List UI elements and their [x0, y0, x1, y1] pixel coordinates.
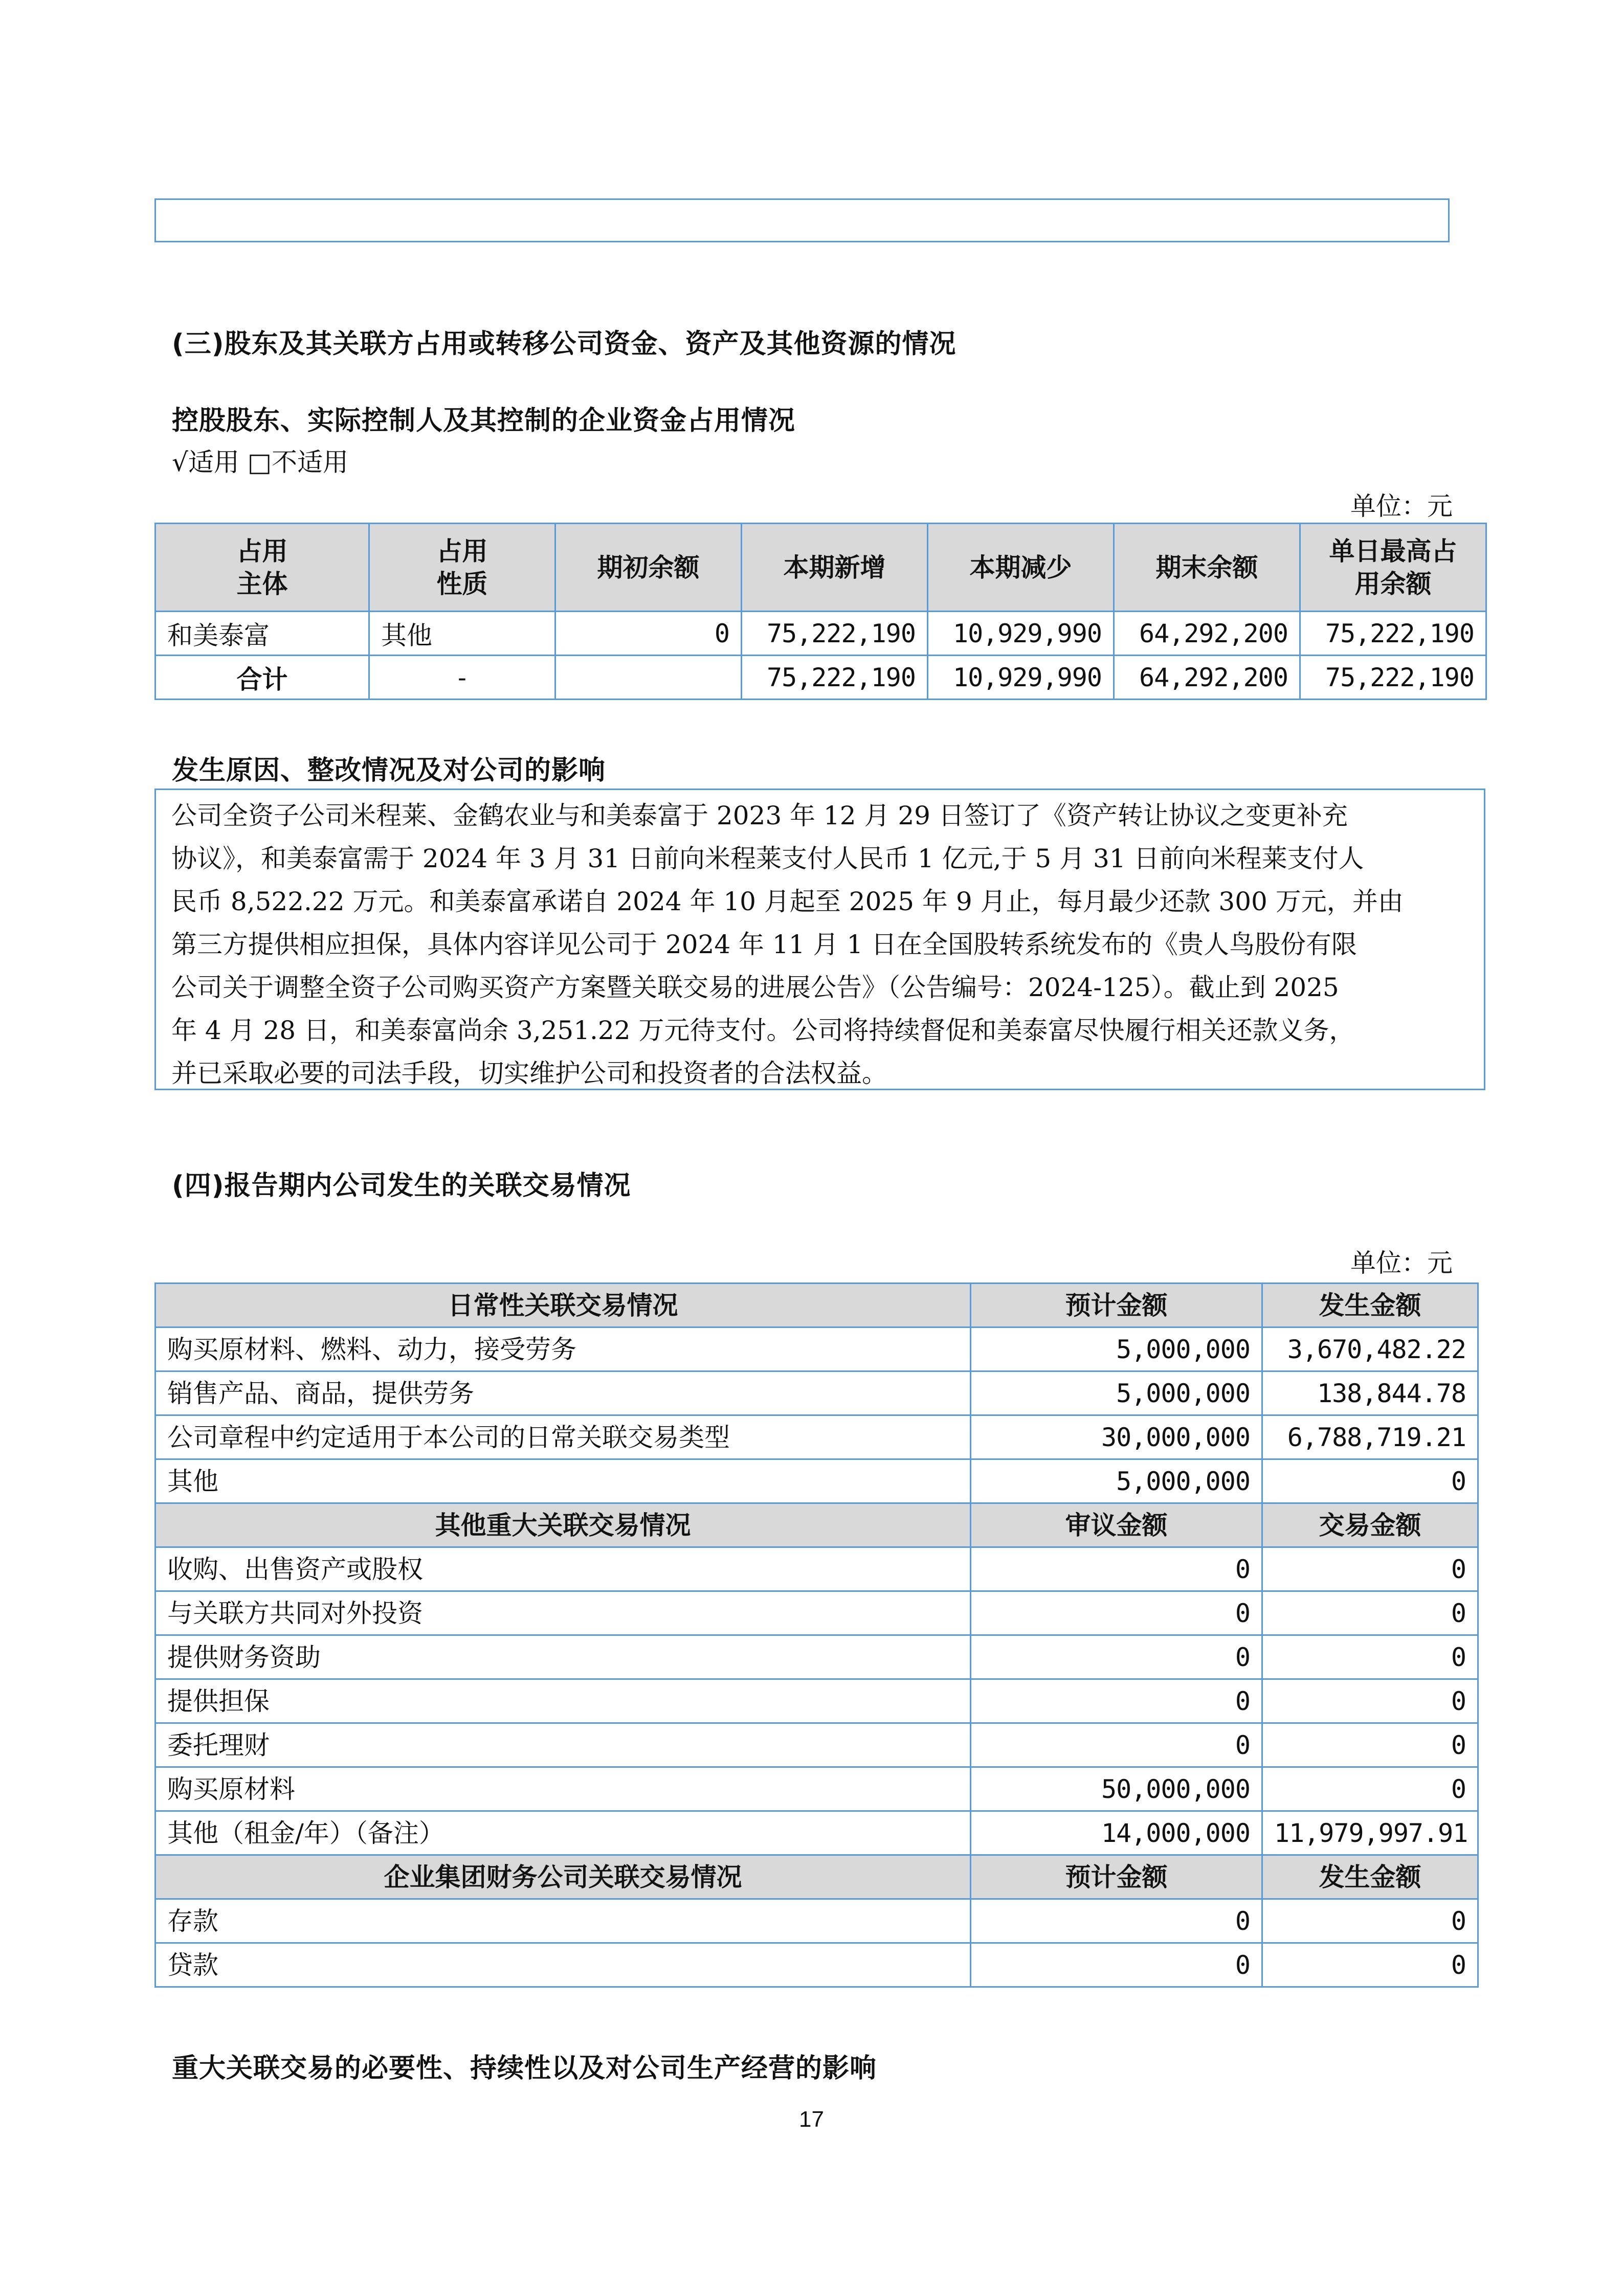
cell-total-label: 合计: [155, 656, 369, 700]
cell-transaction: 0: [1262, 1767, 1478, 1811]
cell-actual: 6,788,719.21: [1262, 1415, 1478, 1459]
reason-line: 公司关于调整全资子公司购买资产方案暨关联交易的进展公告》（公告编号：2024-125）。截止到 2025: [171, 973, 1339, 1002]
table-row: [155, 1327, 1478, 1371]
cell-reduced: 10,929,990: [928, 612, 1114, 656]
cell-item: 与关联方共同对外投资: [155, 1591, 971, 1635]
col-header-actual: 发生金额: [1262, 1855, 1478, 1899]
cell-nature: 其他: [369, 612, 555, 656]
cell-reduced: 10,929,990: [928, 656, 1114, 700]
cell-item: 销售产品、商品，提供劳务: [155, 1371, 971, 1415]
reason-line: 民币 8,522.22 万元。和美泰富承诺自 2024 年 10 月起至 2025 年 9 月止，每月最少还款 300 万元，并由: [171, 887, 1404, 916]
cell-added: 75,222,190: [742, 612, 928, 656]
cell-approved: 0: [971, 1547, 1262, 1591]
cell-transaction: 0: [1262, 1723, 1478, 1767]
group-header-row: [155, 1503, 1478, 1547]
cell-item: 提供担保: [155, 1679, 971, 1723]
col-header-opening: 期初余额: [555, 524, 742, 612]
fund-occupation-table: [154, 523, 1487, 700]
cell-max-daily: 75,222,190: [1300, 612, 1486, 656]
table-row: [155, 1547, 1478, 1591]
cell-estimated: 5,000,000: [971, 1459, 1262, 1503]
col-header-max-daily: 单日最高占 用余额: [1300, 524, 1486, 612]
cell-item: 购买原材料: [155, 1767, 971, 1811]
cell-approved: 0: [971, 1591, 1262, 1635]
cell-closing: 64,292,200: [1114, 656, 1300, 700]
reason-line: 协议》，和美泰富需于 2024 年 3 月 31 日前向米程莱支付人民币 1 亿元,于 5 月 31 日前向米程莱支付人: [171, 844, 1364, 873]
unit-label-2: 单位：元: [1350, 1248, 1453, 1278]
table-row: [155, 1371, 1478, 1415]
table-row: [155, 1415, 1478, 1459]
table-row: [155, 1591, 1478, 1635]
cell-actual: 0: [1262, 1899, 1478, 1943]
table-row: [155, 1679, 1478, 1723]
cell-approved: 0: [971, 1723, 1262, 1767]
empty-text-box: [154, 198, 1450, 242]
cell-estimated: 5,000,000: [971, 1371, 1262, 1415]
group-header-row: [155, 1855, 1478, 1899]
cell-actual: 0: [1262, 1943, 1478, 1987]
cell-item: 委托理财: [155, 1723, 971, 1767]
cell-transaction: 0: [1262, 1679, 1478, 1723]
cell-added: 75,222,190: [742, 656, 928, 700]
cell-item: 其他（租金/年）（备注）: [155, 1811, 971, 1855]
page-number: 17: [799, 2107, 824, 2132]
cell-approved: 50,000,000: [971, 1767, 1262, 1811]
col-header-estimated: 预计金额: [971, 1284, 1262, 1327]
col-header-closing: 期末余额: [1114, 524, 1300, 612]
cell-opening: [555, 656, 742, 700]
cell-item: 贷款: [155, 1943, 971, 1987]
cell-transaction: 0: [1262, 1591, 1478, 1635]
col-header-subject: 占用 主体: [155, 524, 369, 612]
table-row: [155, 1899, 1478, 1943]
table-row: [155, 1459, 1478, 1503]
table-header-row: [155, 524, 1486, 612]
table-row: [155, 1943, 1478, 1987]
reason-line: 年 4 月 28 日，和美泰富尚余 3,251.22 万元待支付。公司将持续督促和美泰富尽快履行相关还款义务，: [171, 1016, 1355, 1045]
table-row: [155, 1811, 1478, 1855]
applicable-checkbox-line: √适用 □不适用: [172, 447, 348, 477]
group-header-major: 其他重大关联交易情况: [155, 1503, 971, 1547]
col-header-approved: 审议金额: [971, 1503, 1262, 1547]
section4-title: (四)报告期内公司发生的关联交易情况: [172, 1170, 631, 1201]
cell-approved: 14,000,000: [971, 1811, 1262, 1855]
closing-title: 重大关联交易的必要性、持续性以及对公司生产经营的影响: [172, 2053, 877, 2084]
col-header-actual: 发生金额: [1262, 1284, 1478, 1327]
cell-opening: 0: [555, 612, 742, 656]
cell-approved: 0: [971, 1679, 1262, 1723]
cell-item: 购买原材料、燃料、动力，接受劳务: [155, 1327, 971, 1371]
cell-actual: 138,844.78: [1262, 1371, 1478, 1415]
col-header-estimated: 预计金额: [971, 1855, 1262, 1899]
cell-transaction: 11,979,997.91: [1262, 1811, 1478, 1855]
cell-item: 存款: [155, 1899, 971, 1943]
cell-actual: 0: [1262, 1459, 1478, 1503]
reason-line: 并已采取必要的司法手段，切实维护公司和投资者的合法权益。: [171, 1059, 887, 1088]
group-header-finance-company: 企业集团财务公司关联交易情况: [155, 1855, 971, 1899]
section3-subtitle: 控股股东、实际控制人及其控制的企业资金占用情况: [172, 406, 796, 436]
cell-subject: 和美泰富: [155, 612, 369, 656]
reason-line: 公司全资子公司米程莱、金鹤农业与和美泰富于 2023 年 12 月 29 日签订了《资产转让协议之变更补充: [171, 801, 1348, 830]
unit-label-1: 单位：元: [1350, 491, 1453, 521]
cell-transaction: 0: [1262, 1635, 1478, 1679]
group-header-row: [155, 1284, 1478, 1327]
reason-line: 第三方提供相应担保，具体内容详见公司于 2024 年 11 月 1 日在全国股转系统发布的《贵人鸟股份有限: [171, 930, 1358, 959]
cell-estimated: 0: [971, 1899, 1262, 1943]
cell-item: 收购、出售资产或股权: [155, 1547, 971, 1591]
section3-title: (三)股东及其关联方占用或转移公司资金、资产及其他资源的情况: [172, 329, 956, 359]
total-row: [155, 656, 1486, 700]
cell-nature: -: [369, 656, 555, 700]
cell-actual: 3,670,482.22: [1262, 1327, 1478, 1371]
cell-estimated: 0: [971, 1943, 1262, 1987]
group-header-daily: 日常性关联交易情况: [155, 1284, 971, 1327]
table-row: [155, 612, 1486, 656]
cell-closing: 64,292,200: [1114, 612, 1300, 656]
col-header-nature: 占用 性质: [369, 524, 555, 612]
cell-max-daily: 75,222,190: [1300, 656, 1486, 700]
cell-approved: 0: [971, 1635, 1262, 1679]
reason-title: 发生原因、整改情况及对公司的影响: [172, 755, 606, 786]
cell-item: 公司章程中约定适用于本公司的日常关联交易类型: [155, 1415, 971, 1459]
cell-estimated: 30,000,000: [971, 1415, 1262, 1459]
related-transactions-table: [154, 1282, 1479, 1988]
cell-item: 提供财务资助: [155, 1635, 971, 1679]
table-row: [155, 1767, 1478, 1811]
col-header-transaction: 交易金额: [1262, 1503, 1478, 1547]
table-row: [155, 1723, 1478, 1767]
col-header-added: 本期新增: [742, 524, 928, 612]
cell-transaction: 0: [1262, 1547, 1478, 1591]
cell-estimated: 5,000,000: [971, 1327, 1262, 1371]
cell-item: 其他: [155, 1459, 971, 1503]
reason-text-box: [154, 789, 1485, 1090]
table-row: [155, 1635, 1478, 1679]
col-header-reduced: 本期减少: [928, 524, 1114, 612]
